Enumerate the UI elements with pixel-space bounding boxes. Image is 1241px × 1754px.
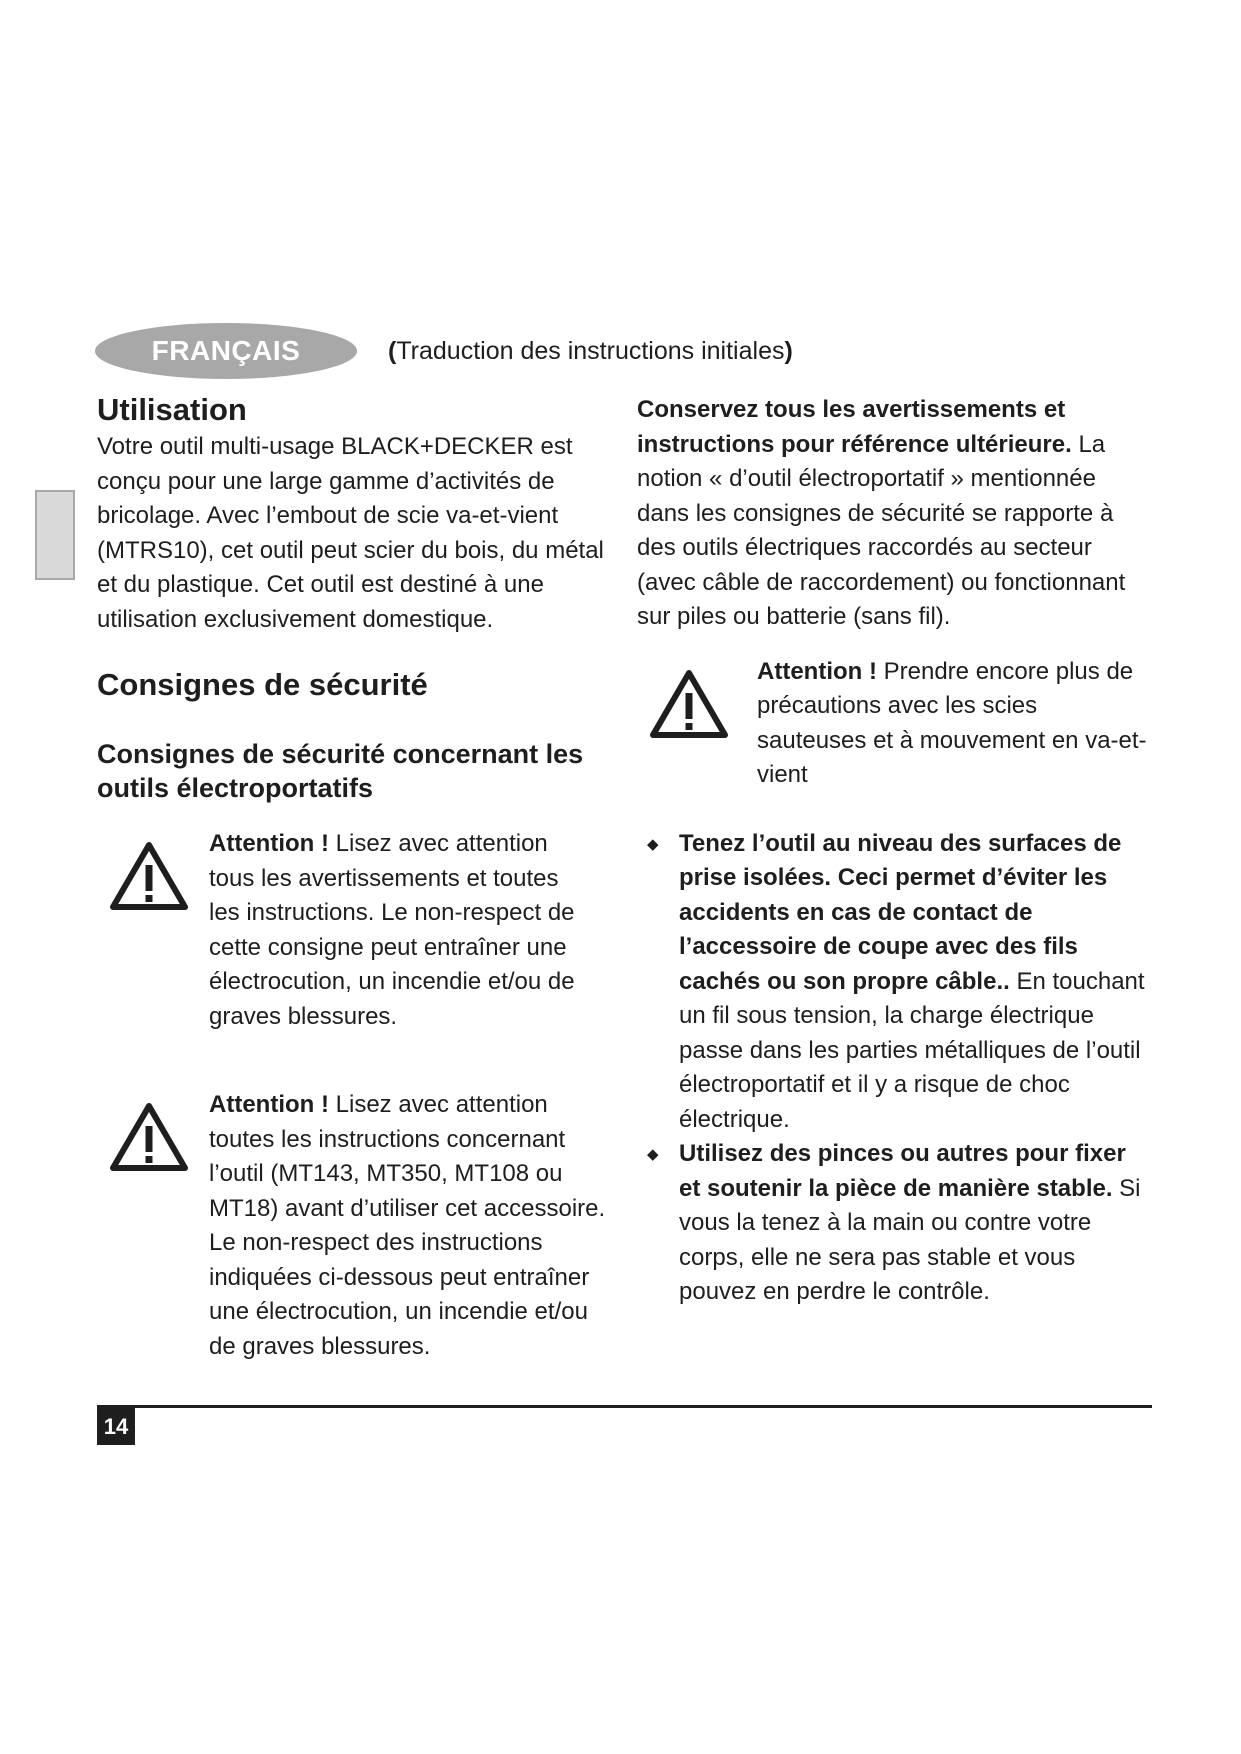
safety-bullet-list	[637, 827, 1152, 1310]
warning-general	[97, 827, 622, 1034]
warning-general-text	[209, 827, 581, 1034]
warning-saws-text	[757, 655, 1152, 793]
footer-divider	[97, 1405, 1152, 1408]
power-tools-subtitle: Consignes de sécurité concernant les outils électroportatifs	[97, 739, 584, 803]
warning-saws-body: Prendre encore plus de précautions avec les scies sauteuses et à mouvement en va-et-vient	[757, 657, 1147, 788]
warning-accessory	[97, 1088, 622, 1364]
translation-note-text: Traduction des instructions initiales	[396, 337, 785, 365]
list-item	[637, 827, 1152, 1138]
language-badge	[95, 323, 357, 379]
warning-triangle-icon	[109, 1102, 189, 1172]
bullet-text: En touchant un fil sous tension, la charge électrique passe dans les parties métalliques de l’outil électroportatif et il y a risque de choc électrique.	[679, 967, 1145, 1133]
warning-saws	[637, 655, 1152, 793]
warning-accessory-label: Attention !	[209, 1091, 329, 1118]
intro-text: La notion « d’outil électroportatif » mentionnée dans les consignes de sécurité se rapporte à des outils électriques raccordés au secteur (avec câble de raccordement) ou fonctionnant sur piles ou batterie (sans fil).	[637, 430, 1126, 630]
bullet-bold: Tenez l’outil au niveau des surfaces de prise isolées. Ceci permet d’éviter les accidents en cas de contact de l’accessoire de coupe avec des fils cachés ou son propre câble..	[679, 829, 1122, 995]
right-column	[637, 393, 1152, 1310]
translation-note-close: )	[784, 337, 793, 365]
warning-accessory-body: Lisez avec attention toutes les instructions concernant l’outil (MT143, MT350, MT108 ou MT18) avant d’utiliser cet accessoire. Le non-respect des instructions indiquées ci-dessous peut entraîner une électrocution, un incendie et/ou de graves blessures.	[209, 1091, 606, 1360]
translation-note	[388, 337, 793, 366]
warning-accessory-text	[209, 1088, 609, 1364]
utilisation-text: Votre outil multi-usage BLACK+DECKER est conçu pour une large gamme d’activités de bricolage. Avec l’embout de scie va-et-vient (MTRS10), cet outil peut scier du bois, du métal et du plastique. Cet outil est destiné à une utilisation exclusivement domestique.	[97, 433, 604, 633]
diamond-bullet-icon: ◆	[647, 1146, 659, 1163]
bullet-bold: Utilisez des pinces ou autres pour fixer et soutenir la pièce de manière stable.	[679, 1140, 1126, 1202]
warning-triangle-icon	[649, 669, 729, 739]
translation-note-open: (	[388, 337, 397, 365]
list-item	[637, 1137, 1152, 1310]
intro-paragraph	[637, 393, 1152, 635]
warning-saws-label: Attention !	[757, 657, 877, 685]
warning-triangle-icon	[109, 841, 189, 911]
language-label: FRANÇAIS	[151, 335, 301, 366]
side-tab	[35, 490, 75, 580]
warning-general-label: Attention !	[209, 830, 329, 857]
bullet-text: Si vous la tenez à la main ou contre votre corps, elle ne sera pas stable et vous pouvez en perdre le contrôle.	[679, 1174, 1141, 1305]
intro-bold: Conservez tous les avertissements et instructions pour référence ultérieure.	[637, 396, 1072, 458]
consignes-title: Consignes de sécurité	[97, 667, 428, 702]
page-number: 14	[97, 1408, 135, 1445]
warning-general-body: Lisez avec attention tous les avertissements et toutes les instructions. Le non-respect de cette consigne peut entraîner une électrocution, un incendie et/ou de graves blessures.	[209, 830, 575, 1030]
left-column	[97, 390, 622, 1364]
utilisation-title: Utilisation	[97, 392, 247, 427]
diamond-bullet-icon: ◆	[647, 835, 659, 853]
